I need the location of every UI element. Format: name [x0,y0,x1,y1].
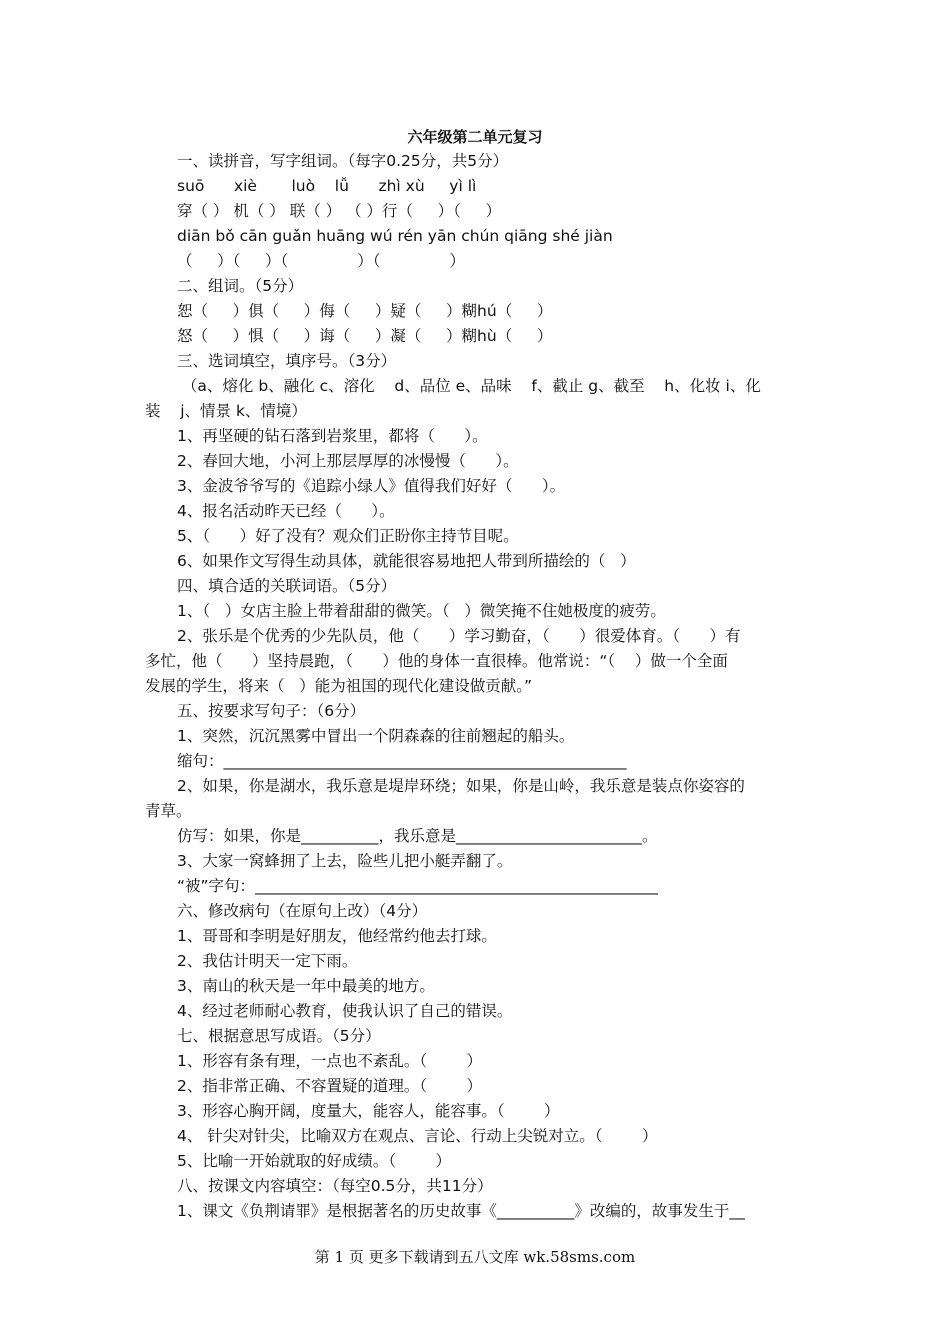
question-line: 3、形容心胸开阔，度量大，能容人，能容事。（ ） [177,1102,560,1120]
question-line: 5、比喻一开始就取的好成绩。（ ） [177,1152,452,1170]
pinyin-row-1: suō xiè luò lǚ zhì xù yì lì [177,177,477,195]
section-heading-5: 五、按要求写句子：（6分） [177,702,366,720]
word-row-2: 怒（ ）惧（ ）诲（ ）凝（ ）糊hù（ ） [177,327,553,345]
question-line: 1、哥哥和李明是好朋友，他经常约他去打球。 [177,927,497,945]
question-line-continued: 发展的学生，将来（ ）能为祖国的现代化建设做贡献。” [145,677,533,695]
question-line: 4、经过老师耐心教育，使我认识了自己的错误。 [177,1002,513,1020]
section-heading-7: 七、根据意思写成语。（5分） [177,1027,381,1045]
word-row-1: 恕（ ）俱（ ）侮（ ）疑（ ）糊hú（ ） [177,302,553,320]
answer-blank-line: 缩句：____________________________________________________ [177,752,627,770]
question-line: 6、如果作文写得生动具体，就能很容易地把人带到所描绘的（ ） [177,552,636,570]
question-line: 5、（ ）好了没有？观众们正盼你主持节目呢。 [177,527,519,545]
question-line: 4、 针尖对针尖，比喻双方在观点、言论、行动上尖锐对立。（ ） [177,1127,658,1145]
section-heading-4: 四、填合适的关联词语。（5分） [177,577,397,595]
section-heading-2: 二、组词。（5分） [177,277,304,295]
question-line: 1、（ ）女店主脸上带着甜甜的微笑。（ ）微笑掩不住她极度的疲劳。 [177,602,666,620]
question-line: 1、课文《负荆请罪》是根据著名的历史故事《__________》改编的，故事发生于__ [177,1202,745,1220]
option-list-line-1: （a、熔化 b、融化 c、溶化 d、品位 e、品味 f、截止 g、截至 h、化妆 i、化 [177,377,761,395]
question-line: 2、张乐是个优秀的少先队员，他（ ）学习勤奋，（ ）很爱体育。（ ）有 [177,627,741,645]
option-list-line-2: 装 j、情景 k、情境） [145,402,307,420]
answer-blank-line: 仿写：如果，你是__________，我乐意是________________________。 [177,827,658,845]
question-line: 3、南山的秋天是一年中最美的地方。 [177,977,435,995]
answer-row-1: 穿（ ） 机（ ） 联（ ） （ ）行（ ）（ ） [177,202,502,220]
question-line: 3、大家一窝蜂拥了上去，险些儿把小艇弄翻了。 [177,852,513,870]
section-heading-6: 六、修改病句（在原句上改）（4分） [177,902,428,920]
section-heading-3: 三、选词填空，填序号。（3分） [177,352,397,370]
question-line: 1、再坚硬的钻石落到岩浆里，都将（ ）。 [177,427,488,445]
page-footer: 第 1 页 更多下载请到五八文库 wk.58sms.com [314,1248,636,1266]
question-line: 1、形容有条有理，一点也不紊乱。（ ） [177,1052,483,1070]
question-line: 3、金波爷爷写的《追踪小绿人》值得我们好好（ ）。 [177,477,566,495]
question-line: 2、指非常正确、不容置疑的道理。（ ） [177,1077,483,1095]
question-line: 2、春回大地，小河上那层厚厚的冰慢慢（ ）。 [177,452,519,470]
page-title: 六年级第二单元复习 [407,128,543,146]
section-heading-1: 一、读拼音，写字组词。（每字0.25分，共5分） [177,152,509,170]
section-heading-8: 八、按课文内容填空：（每空0.5分，共11分） [177,1177,493,1195]
answer-row-2: （ ）（ ）（ ）（ ） [177,252,465,270]
question-line: 2、我估计明天一定下雨。 [177,952,358,970]
answer-blank-line: “被”字句：____________________________________________________ [177,877,659,895]
question-line-continued: 青草。 [145,802,192,820]
question-line: 1、突然，沉沉黑雾中冒出一个阴森森的往前翘起的船头。 [177,727,575,745]
question-line: 4、报名活动昨天已经（ ）。 [177,502,395,520]
question-line: 2、如果，你是湖水，我乐意是堤岸环绕；如果，你是山岭，我乐意是装点你姿容的 [177,777,745,795]
pinyin-row-2: diān bǒ cān guǎn huāng wú rén yān chún qiāng shé jiàn [177,227,613,245]
question-line-continued: 多忙，他（ ）坚持晨跑，（ ）他的身体一直很棒。他常说：“（ ）做一个全面 [145,652,728,670]
